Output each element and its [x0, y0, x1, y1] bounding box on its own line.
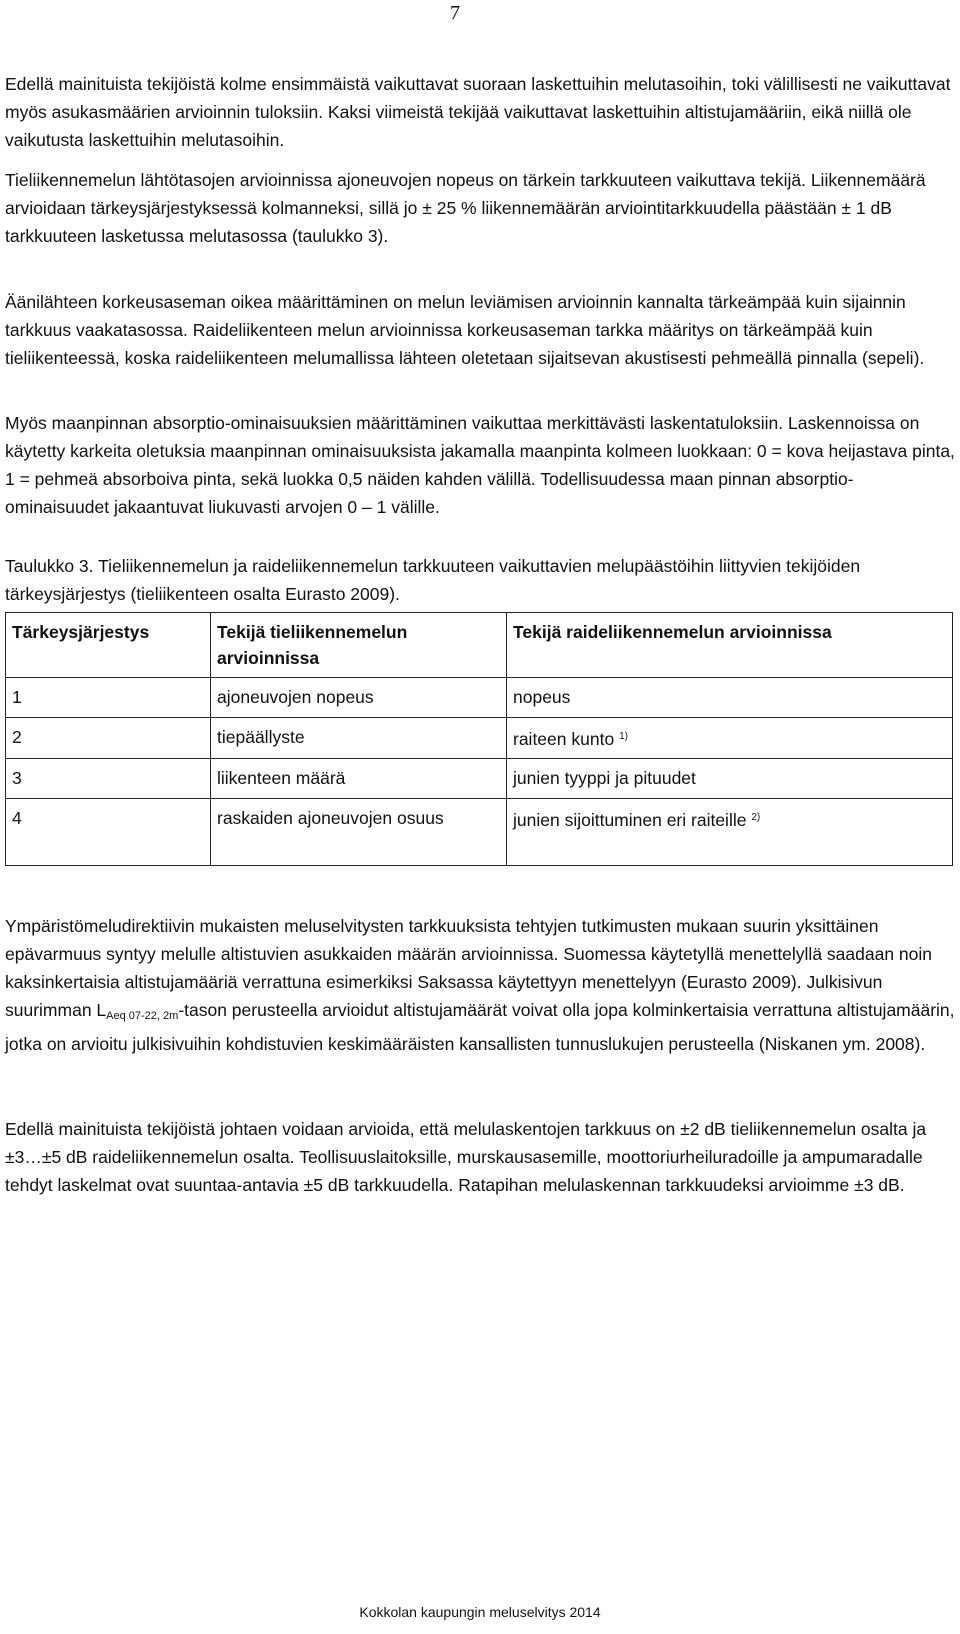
- priority-table: [5, 612, 953, 866]
- cell-rail-text: nopeus: [513, 687, 571, 707]
- paragraph-4-text: Myös maanpinnan absorptio-ominaisuuksien määrittäminen vaikuttaa merkittävästi laskentatuloksiin. Laskennoissa on käytetty karkeita oletuksia maanpinnan ominaisuuksista jakamalla maanpinta kolmeen luokkaan: 0 = kova heijastava pinta, 1 = pehmeä absorboiva pinta, sekä luokka 0,5 näiden kahden välillä. Todellisuudessa maan pinnan absorptio-ominaisuudet jakaantuvat liukuvasti arvojen 0 – 1 välille.: [5, 413, 955, 517]
- header-road-factor: Tekijä tieliikennemelun arvioinnissa: [211, 613, 507, 678]
- paragraph-3: [5, 288, 955, 372]
- paragraph-5-text: [5, 912, 955, 1058]
- cell-rank: 1: [6, 678, 211, 718]
- cell-rank: 4: [6, 799, 211, 866]
- table-header-row: [6, 613, 953, 678]
- cell-rail: [507, 718, 953, 759]
- table-row: [6, 759, 953, 799]
- paragraph-4: [5, 409, 955, 521]
- cell-rail: [507, 759, 953, 799]
- paragraph-5-part-b: -tason perusteella arvioidut altistujamäärät voivat olla jopa kolminkertaisia verrattuna altistujamäärin, jotka on arvioitu julkisivuihin kohdistuvien keskimääräisten kansallisten tunnuslukujen perusteella (Niskanen ym. 2008).: [5, 1000, 955, 1054]
- footnote-mark: 2): [751, 812, 761, 823]
- paragraph-1: [5, 70, 955, 154]
- paragraph-3-text: Äänilähteen korkeusaseman oikea määrittäminen on melun leviämisen arvioinnin kannalta tärkeämpää kuin sijainnin tarkkuus vaakatasossa. Raideliikenteen melun arvioinnissa korkeusaseman tarkka määritys on tärkeämpää kuin tieliikenteessä, koska raideliikenteen melumallissa lähteen oletetaan sijaitsevan akustisesti pehmeällä pinnalla (sepeli).: [5, 292, 925, 368]
- cell-rail: [507, 678, 953, 718]
- cell-rank: 2: [6, 718, 211, 759]
- paragraph-5-part-a: Ympäristömeludirektiivin mukaisten meluselvitysten tarkkuuksista tehtyjen tutkimusten mukaan suurin yksittäinen epävarmuus syntyy melulle altistuvien asukkaiden määrän arvioinnissa. Suomessa käytetyllä menettelyllä saadaan noin kaksinkertaisia altistujamääriä verrattuna esimerkiksi Saksassa käytettyyn menettelyyn (Eurasto 2009). Julkisivun suurimman L: [5, 916, 933, 1020]
- cell-rail: [507, 799, 953, 866]
- paragraph-6: [5, 1115, 955, 1199]
- table-row: [6, 718, 953, 759]
- cell-road: liikenteen määrä: [211, 759, 507, 799]
- page-number: 7: [450, 2, 460, 24]
- cell-rank: 3: [6, 759, 211, 799]
- table-row: [6, 678, 953, 718]
- cell-rail-text: junien sijoittuminen eri raiteille: [513, 810, 747, 830]
- cell-rail-text: raiteen kunto: [513, 729, 615, 749]
- page-footer: Kokkolan kaupungin meluselvitys 2014: [359, 1604, 601, 1620]
- header-rank: Tärkeysjärjestys: [6, 613, 211, 678]
- table-caption: [5, 552, 955, 608]
- cell-road: raskaiden ajoneuvojen osuus: [211, 799, 507, 866]
- header-rail-factor: Tekijä raideliikennemelun arvioinnissa: [507, 613, 953, 678]
- paragraph-6-text: Edellä mainituista tekijöistä johtaen voidaan arvioida, että melulaskentojen tarkkuus on ±2 dB tieliikennemelun osalta ja ±3…±5 dB raideliikennemelun osalta. Teollisuuslaitoksille, murskausasemille, moottoriurheiluradoille ja ampumaradalle tehdyt laskelmat ovat suuntaa-antavia ±5 dB tarkkuudella. Ratapihan melulaskennan tarkkuudeksi arvioimme ±3 dB.: [5, 1119, 927, 1195]
- paragraph-5: [5, 912, 955, 1058]
- paragraph-1-text: Edellä mainituista tekijöistä kolme ensimmäistä vaikuttavat suoraan laskettuihin melutasoihin, toki välillisesti ne vaikuttavat myös asukasmäärien arvioinnin tuloksiin. Kaksi viimeistä tekijää vaikuttavat laskettuihin altistujamääriin, eikä niillä ole vaikutusta laskettuihin melutasoihin.: [5, 74, 951, 150]
- cell-road: ajoneuvojen nopeus: [211, 678, 507, 718]
- table-caption-text: Taulukko 3. Tieliikennemelun ja raideliikennemelun tarkkuuteen vaikuttavien melupäästöihin liittyvien tekijöiden tärkeysjärjestys (tieliikenteen osalta Eurasto 2009).: [5, 556, 861, 604]
- laeq-subscript: Aeq 07-22, 2m: [106, 1010, 179, 1022]
- cell-road: tiepäällyste: [211, 718, 507, 759]
- cell-rail-text: junien tyyppi ja pituudet: [513, 768, 696, 788]
- footnote-mark: 1): [619, 731, 628, 742]
- table-row: [6, 799, 953, 866]
- paragraph-2: [5, 166, 955, 250]
- paragraph-2-text: Tieliikennemelun lähtötasojen arvioinnissa ajoneuvojen nopeus on tärkein tarkkuuteen vaikuttava tekijä. Liikennemäärä arvioidaan tärkeysjärjestyksessä kolmanneksi, sillä jo ± 25 % liikennemäärän arviointitarkkuudella päästään ± 1 dB tarkkuuteen lasketussa melutasossa (taulukko 3).: [5, 170, 926, 246]
